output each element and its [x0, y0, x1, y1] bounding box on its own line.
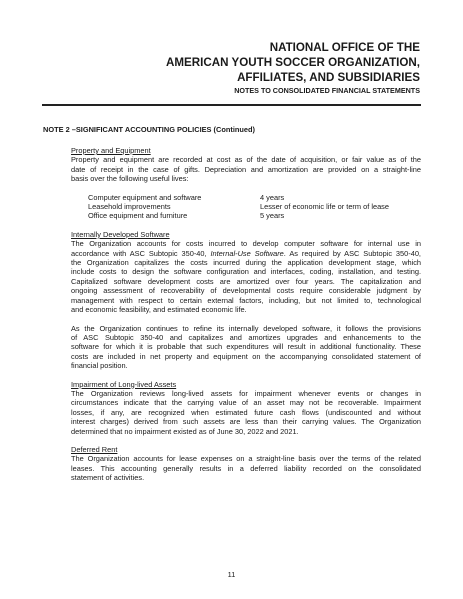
document-header: [166, 40, 420, 96]
useful-life: Lesser of economic life or term of lease: [260, 202, 389, 212]
paragraph-line: statement of activities.: [71, 473, 145, 483]
paragraph-line: interest charges) derived from such assets are less than their carrying values. The Organization: [71, 417, 421, 427]
paragraph-line: of ASC Subtopic 350-40 and capitalizes and amortizes upgrades and enhancements to the: [71, 332, 421, 342]
useful-life-row: [88, 211, 421, 220]
paragraph-line: costs are included in net property and equipment on the accompanying consolidated statement of: [71, 351, 421, 361]
paragraph-line: financial position.: [71, 361, 128, 371]
paragraph-line: The Organization accounts for costs incurred to develop computer software for internal use in: [71, 239, 421, 249]
useful-life: 4 years: [260, 192, 285, 202]
header-title-line-3: AFFILIATES, AND SUBSIDIARIES: [237, 71, 420, 84]
paragraph-line: date of receipt in the case of gifts. Depreciation and amortization are provided on a straight-line: [71, 164, 421, 174]
useful-lives-table: [88, 193, 421, 221]
paragraph-line: include costs to design the software configuration and interfaces, coding, installation, and testing.: [71, 267, 421, 277]
asset-class: Computer equipment and software: [88, 192, 202, 202]
paragraph-line: leases. This accounting generally results in a deferred liability recorded on the consolidated: [71, 463, 421, 473]
asset-class: Office equipment and furniture: [88, 211, 188, 221]
paragraph-line: software for which it is probable that such expenditures will result in additional functionality. These: [71, 342, 421, 352]
note-title: NOTE 2 –SIGNIFICANT ACCOUNTING POLICIES (Continued): [43, 125, 256, 134]
useful-life-row: [88, 202, 421, 211]
paragraph-line: The Organization accounts for lease expenses on a straight-line basis over the terms of the related: [71, 454, 421, 464]
paragraph-line: determined that no impairment existed as of June 30, 2022 and 2021.: [71, 426, 299, 436]
section-heading-deferred-rent: Deferred Rent: [71, 444, 118, 454]
useful-life: 5 years: [260, 211, 285, 221]
header-divider: [42, 104, 421, 106]
paragraph-line: and economic feasibility, and estimated economic life.: [71, 305, 247, 315]
paragraph-line: the Organization capitalizes the costs incurred during the application development stage, which: [71, 258, 421, 268]
paragraph-line: Capitalized software development costs are amortized over four years. The capitalization and: [71, 276, 421, 286]
useful-life-row: [88, 193, 421, 202]
standard-title: Internal-Use Software: [210, 248, 284, 258]
paragraph-line: basis over the following useful lives:: [71, 174, 189, 184]
page-number: 11: [227, 570, 236, 579]
section-heading-impairment: Impairment of Long-lived Assets: [71, 379, 177, 389]
paragraph-line: The Organization reviews long-lived assets for impairment whenever events or changes in: [71, 388, 421, 398]
asset-class: Leasehold improvements: [88, 202, 171, 212]
paragraph-line: accordance with ASC Subtopic 350-40, Internal-Use Software. As required by ASC Subtopic 350-40,: [71, 248, 421, 258]
header-subtitle: NOTES TO CONSOLIDATED FINANCIAL STATEMENTS: [234, 86, 420, 95]
header-title-line-2: AMERICAN YOUTH SOCCER ORGANIZATION,: [166, 56, 420, 69]
header-title-line-1: NATIONAL OFFICE OF THE: [269, 41, 420, 54]
paragraph-line: losses, if any, are recognized when estimated future cash flows (undiscounted and without: [71, 407, 421, 417]
paragraph-line: ongoing assessment of recoverability of developmental costs require considerable judgment by: [71, 286, 421, 296]
note-body: [71, 146, 421, 483]
section-heading-property: Property and Equipment: [71, 146, 151, 155]
paragraph-line: circumstances indicate that the carrying value of an asset may not be recoverable. Impairment: [71, 398, 421, 408]
paragraph-line: management with respect to certain external factors, including, but not limited to, technological: [71, 295, 421, 305]
paragraph-line: Property and equipment are recorded at cost as of the date of acquisition, or fair value as of the: [71, 155, 421, 165]
paragraph-line: As the Organization continues to refine its internally developed software, it follows the provisions: [71, 323, 421, 333]
section-heading-software: Internally Developed Software: [71, 229, 170, 239]
